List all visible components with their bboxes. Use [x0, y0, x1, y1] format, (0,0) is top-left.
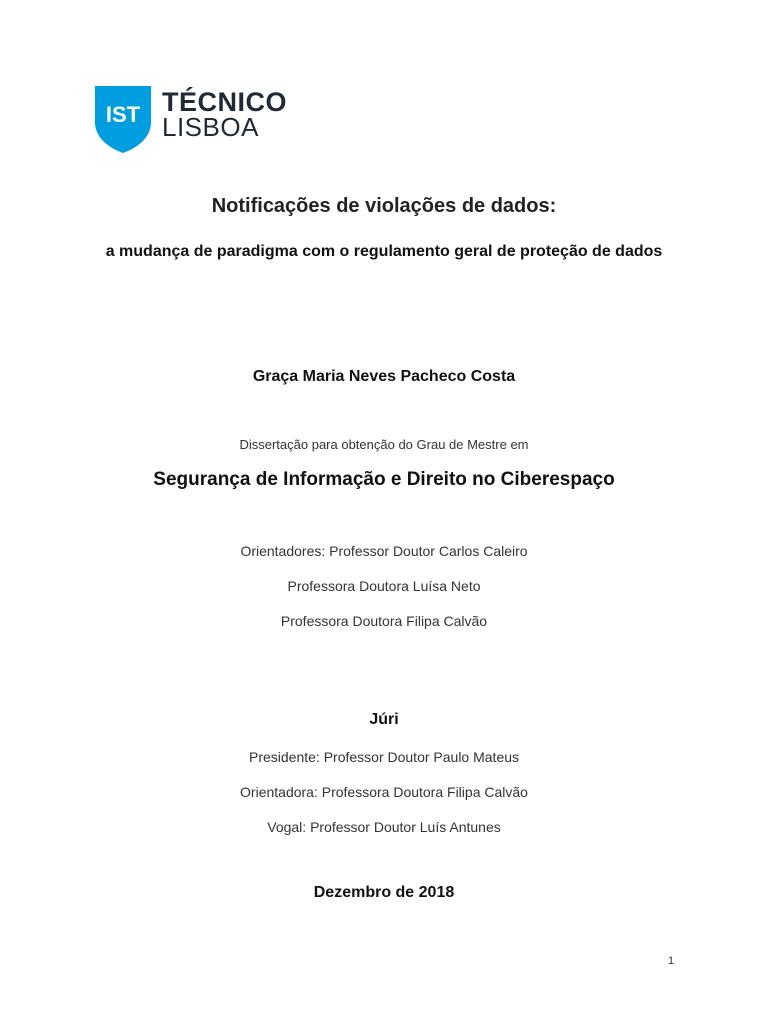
jury-member: Orientadora: Professora Doutora Filipa Calvão	[240, 784, 528, 800]
ist-logo	[93, 84, 287, 156]
shield-icon	[93, 84, 153, 154]
logo-line-2: LISBOA	[162, 112, 259, 142]
supervisor-line: Professora Doutora Filipa Calvão	[280, 613, 488, 629]
document-title: Notificações de violações de dados:	[211, 195, 557, 217]
supervisor-line: Orientadores: Professor Doutor Carlos Caleiro	[240, 543, 528, 559]
document-subtitle: a mudança de paradigma com o regulamento geral de proteção de dados	[105, 243, 663, 260]
jury-member: Vogal: Professor Doutor Luís Antunes	[267, 819, 501, 835]
document-date: Dezembro de 2018	[313, 884, 455, 901]
jury-heading: Júri	[369, 711, 399, 728]
supervisor-line: Professora Doutora Luísa Neto	[287, 578, 481, 594]
jury-member: Presidente: Professor Doutor Paulo Mateus	[248, 749, 520, 765]
degree-name: Segurança de Informação e Direito no Ciberespaço	[153, 469, 615, 490]
page-number: 1	[668, 955, 675, 967]
logo-line-1: TÉCNICO	[162, 87, 287, 117]
degree-intro: Dissertação para obtenção do Grau de Mestre em	[239, 437, 529, 452]
svg-text:IST: IST	[105, 102, 141, 127]
author-name: Graça Maria Neves Pacheco Costa	[252, 368, 516, 385]
